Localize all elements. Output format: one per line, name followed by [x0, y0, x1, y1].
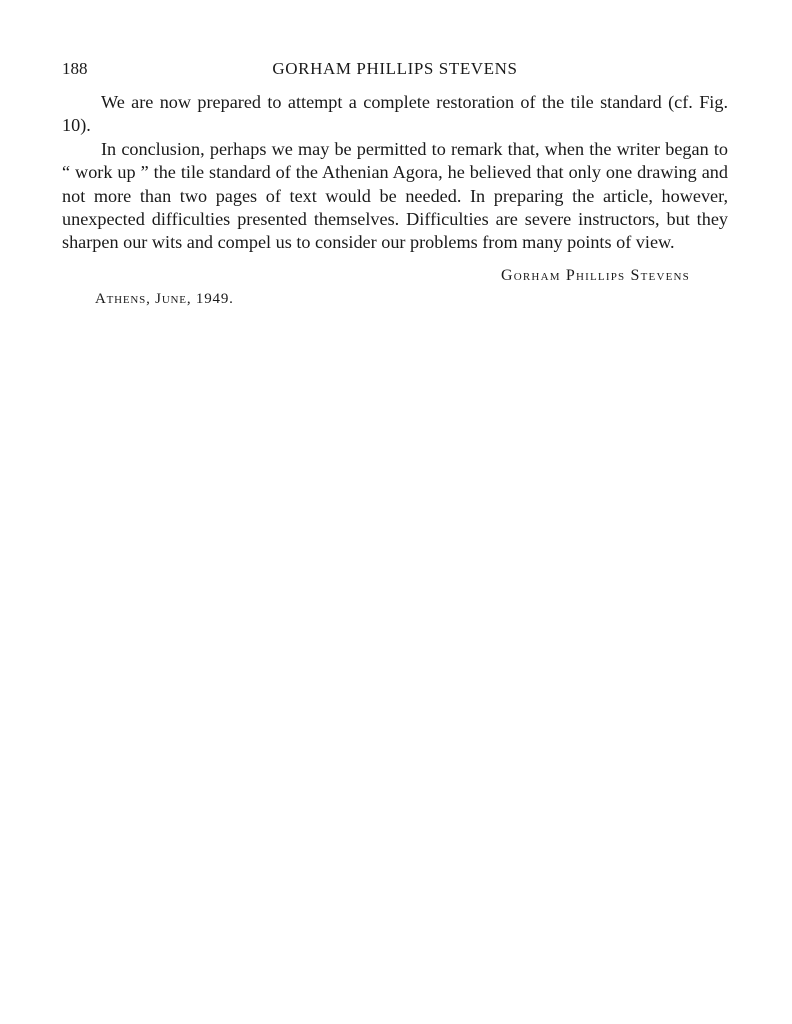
dateline: Athens, June, 1949. — [95, 291, 234, 307]
author-signature: Gorham Phillips Stevens — [500, 267, 690, 284]
page-number: 188 — [62, 59, 88, 78]
running-title: GORHAM PHILLIPS STEVENS — [272, 59, 518, 78]
paragraph-conclusion: In conclusion, perhaps we may be permitted to remark that, when the writer began to “ work up ” the tile standard of the Athenian Agora, he believed that only one drawing and not more than two pages of text would be needed. In preparing the article, however, unexpected difficulties presented themselves. Difficulties are severe instructors, but they sharpen our wits and compel us to consider our problems from many points of view. — [62, 138, 728, 253]
body-text — [62, 91, 728, 255]
running-head — [62, 57, 728, 81]
document-page — [62, 0, 728, 1024]
paragraph-restoration: We are now prepared to attempt a complete restoration of the tile standard (cf. Fig. 10). — [62, 92, 728, 136]
